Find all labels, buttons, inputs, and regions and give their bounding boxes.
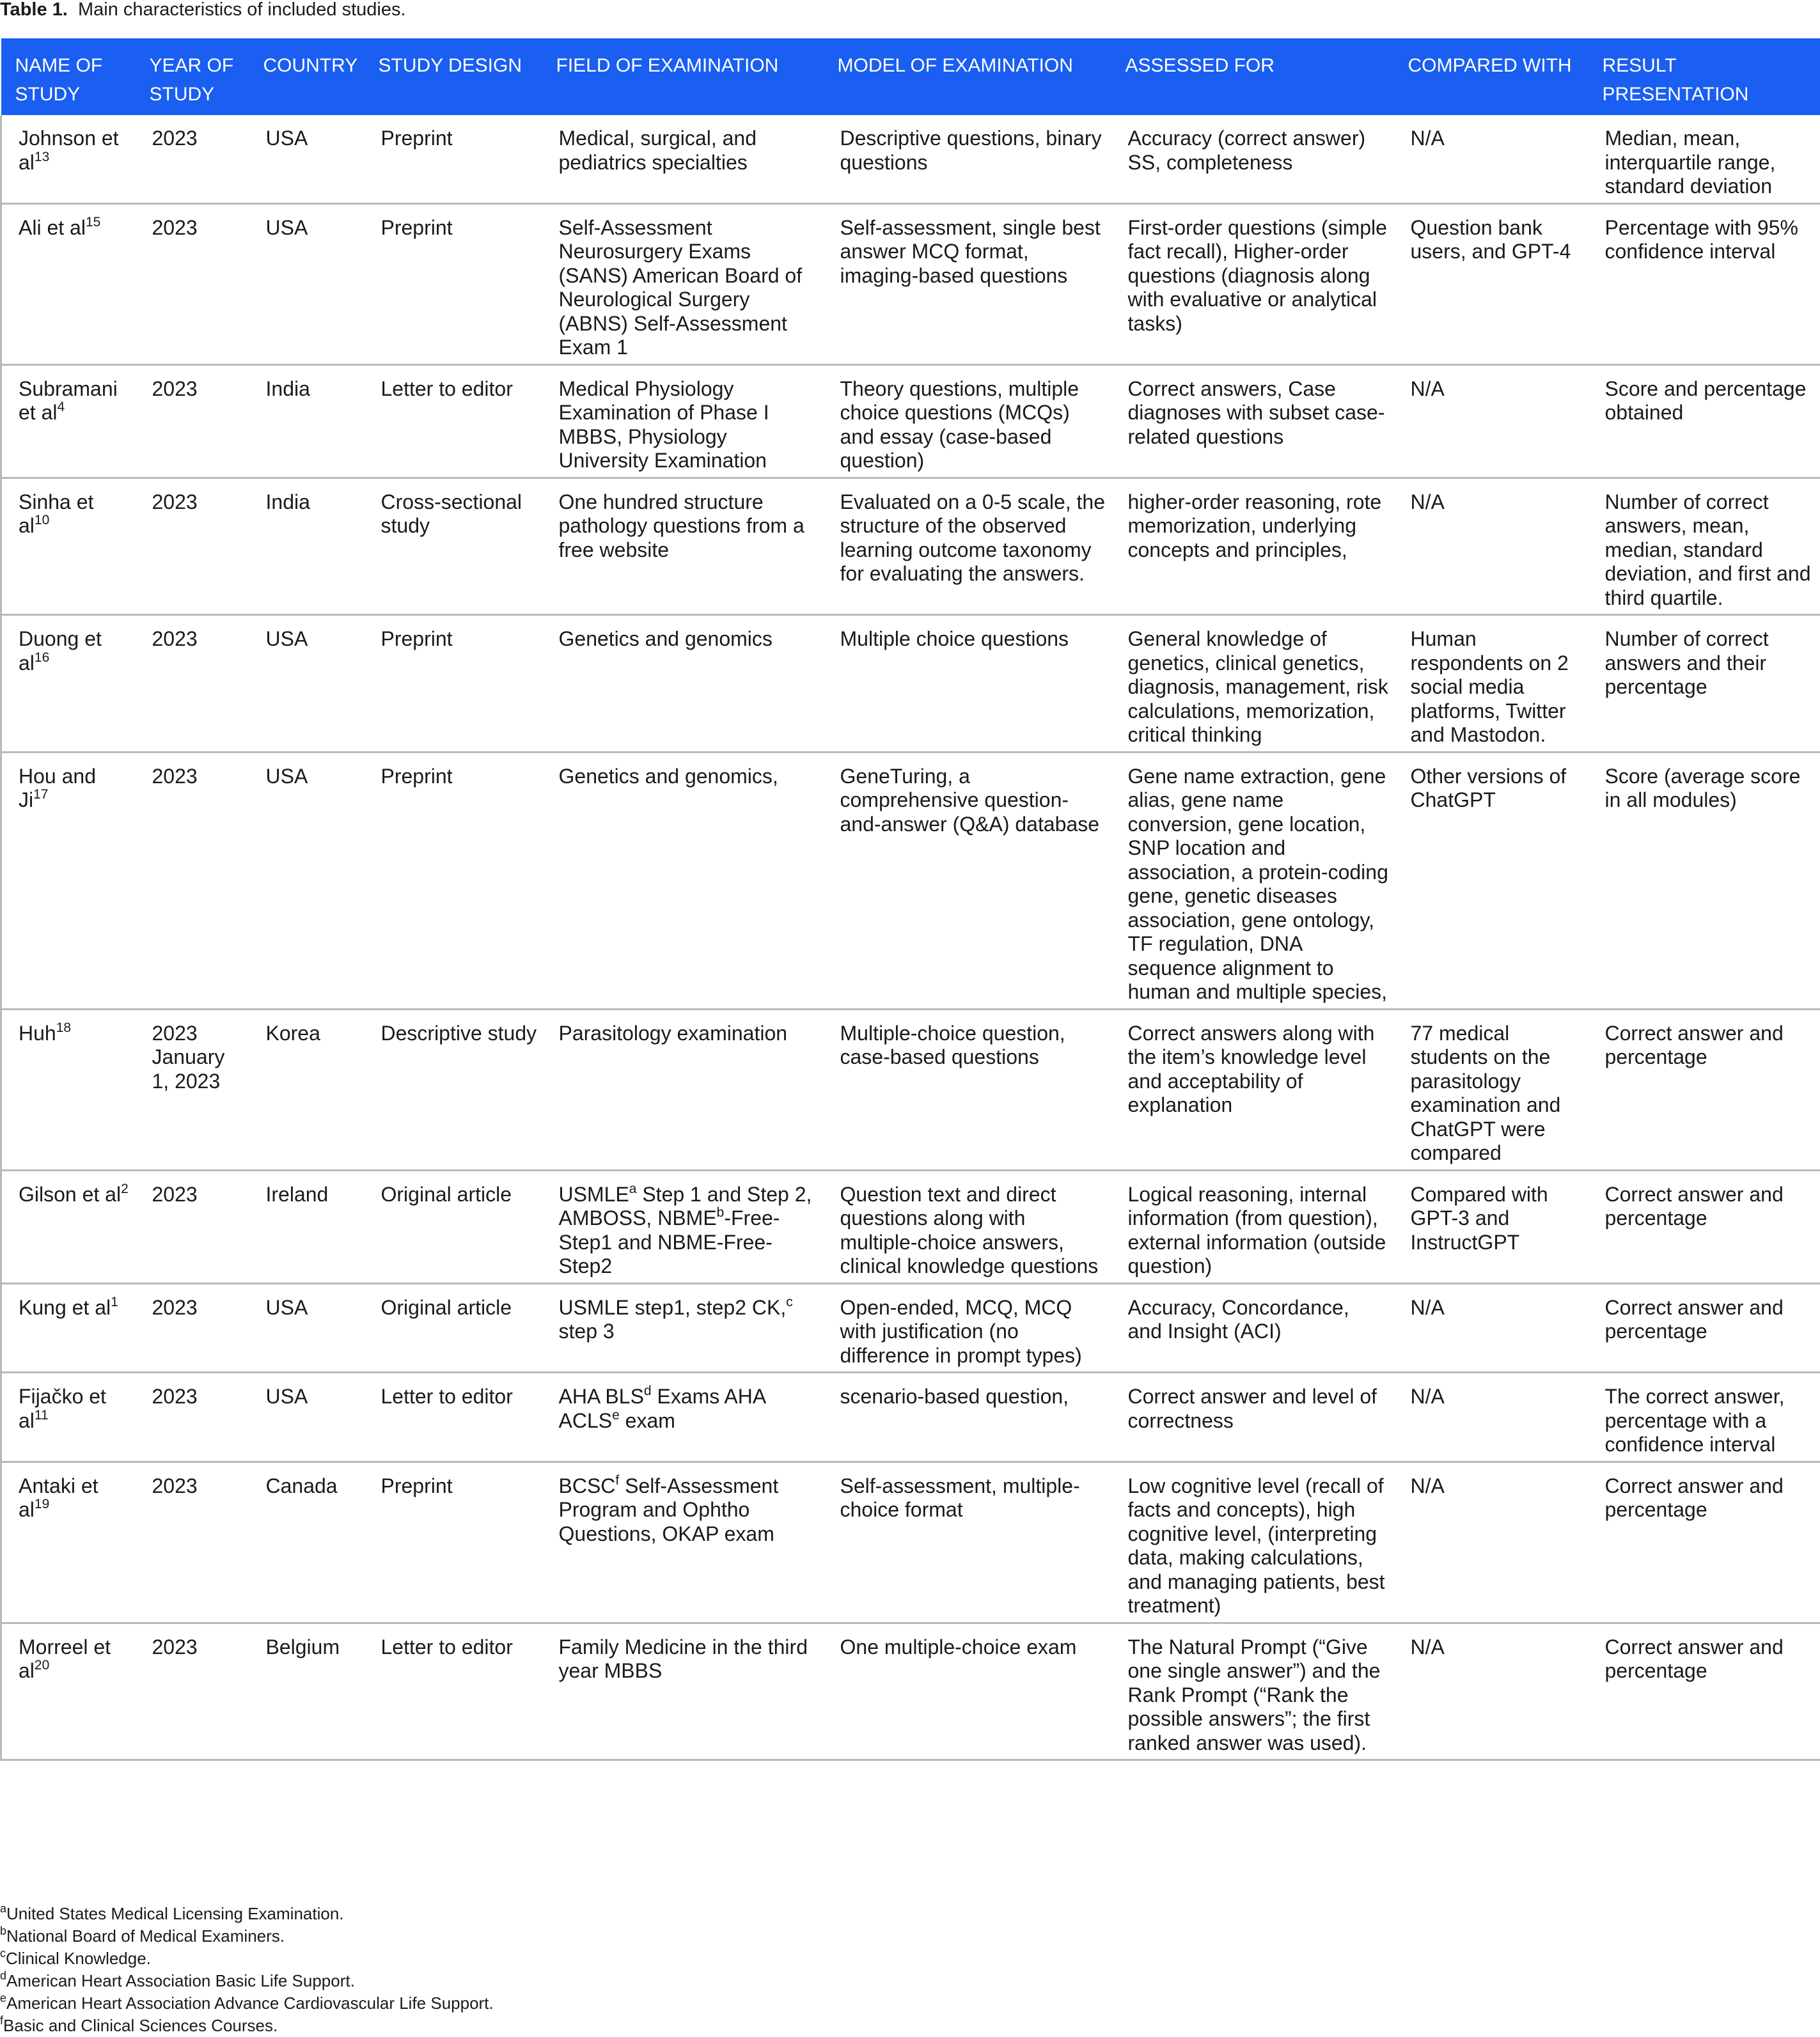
reference-number: 20 — [34, 1658, 50, 1673]
assessed-cell: Correct answers along with the item’s knowledge level and acceptability of explanation — [1111, 1009, 1394, 1170]
field-text: USMLE step1, step2 CK, — [558, 1295, 787, 1319]
country-cell: USA — [249, 1373, 365, 1462]
field-text: USMLE — [558, 1182, 629, 1206]
reference-number: 4 — [57, 400, 65, 415]
assessed-cell: First-order questions (simple fact recall), Higher-order questions (diagnosis along with evaluative or analytical tasks) — [1111, 203, 1394, 364]
assessed-cell: Low cognitive level (recall of facts and concepts), high cognitive level, (interpreting data, making calculations, and managing patients, best treatment) — [1111, 1462, 1394, 1623]
country-cell: India — [249, 478, 365, 615]
footnote-mark: f — [615, 1472, 620, 1488]
model-cell: scenario-based question, — [824, 1373, 1111, 1462]
field-cell: Genetics and genomics, — [542, 752, 824, 1009]
result-cell: Number of correct answers, mean, median, standard deviation, and first and third quartile. — [1589, 478, 1820, 615]
field-text: Exams AHA ACLS — [558, 1385, 765, 1432]
assessed-cell: Gene name extraction, gene alias, gene name conversion, gene location, SNP location and association, a protein-coding gene, genetic diseases association, gene ontology, TF regulation, DNA sequence alignment to human and multiple species, — [1111, 752, 1394, 1009]
header-row — [1, 38, 1820, 115]
design-cell: Letter to editor — [365, 1623, 542, 1760]
studies-table — [0, 38, 1820, 1761]
footnote-mark: b — [716, 1205, 725, 1221]
field-cell: Family Medicine in the third year MBBS — [542, 1623, 824, 1760]
study-name-cell — [1, 1009, 136, 1170]
table-caption — [0, 0, 406, 19]
study-name: Duong et al — [19, 627, 102, 675]
model-cell: Evaluated on a 0-5 scale, the structure of the observed learning outcome taxonomy for evaluating the answers. — [824, 478, 1111, 615]
table-body — [1, 115, 1820, 1760]
footnote-mark: c — [0, 1947, 6, 1960]
result-cell: Number of correct answers and their percentage — [1589, 615, 1820, 753]
footnotes — [0, 1903, 494, 2037]
compared-cell: N/A — [1394, 1462, 1589, 1623]
design-cell: Preprint — [365, 115, 542, 203]
reference-number: 19 — [34, 1497, 50, 1512]
footnote-text: National Board of Medical Examiners. — [6, 1926, 285, 1946]
compared-cell: Other versions of ChatGPT — [1394, 752, 1589, 1009]
result-cell: Score (average score in all modules) — [1589, 752, 1820, 1009]
footnote-mark: a — [0, 1902, 7, 1916]
study-name: Sinha et al — [19, 490, 94, 537]
footnote-mark: f — [0, 2014, 4, 2027]
compared-cell: N/A — [1394, 115, 1589, 203]
year-cell: 2023 — [136, 1373, 249, 1462]
design-cell: Preprint — [365, 752, 542, 1009]
country-cell: Korea — [249, 1009, 365, 1170]
field-cell — [542, 1170, 824, 1283]
reference-number: 2 — [121, 1181, 129, 1196]
compared-cell: 77 medical students on the parasitology examination and ChatGPT were compared — [1394, 1009, 1589, 1170]
reference-number: 15 — [85, 214, 101, 230]
model-cell: Descriptive questions, binary questions — [824, 115, 1111, 203]
table-row — [1, 203, 1820, 364]
column-header: MODEL OF EXAMINATION — [824, 38, 1111, 115]
footnote-mark: e — [0, 1992, 7, 2005]
year-cell: 2023 — [136, 1283, 249, 1373]
study-name: Antaki et al — [19, 1474, 98, 1521]
footnote — [0, 2015, 494, 2037]
table-row — [1, 615, 1820, 753]
table-row — [1, 1623, 1820, 1760]
column-header: YEAR OF STUDY — [136, 38, 249, 115]
footnote-text: American Heart Association Basic Life Support. — [6, 1971, 355, 1990]
field-cell: Self-Assessment Neurosurgery Exams (SANS) American Board of Neurological Surgery (ABNS) Self-Assessment Exam 1 — [542, 203, 824, 364]
study-name-cell — [1, 1462, 136, 1623]
result-cell: Correct answer and percentage — [1589, 1462, 1820, 1623]
compared-cell: N/A — [1394, 1283, 1589, 1373]
model-cell: Theory questions, multiple choice questions (MCQs) and essay (case-based question) — [824, 364, 1111, 478]
model-cell: Multiple choice questions — [824, 615, 1111, 753]
model-cell: GeneTuring, a comprehensive question-and-answer (Q&A) database — [824, 752, 1111, 1009]
result-cell: Correct answer and percentage — [1589, 1283, 1820, 1373]
country-cell: USA — [249, 203, 365, 364]
assessed-cell: Correct answer and level of correctness — [1111, 1373, 1394, 1462]
column-header: RESULT PRESENTATION — [1589, 38, 1820, 115]
assessed-cell: The Natural Prompt (“Give one single answer”) and the Rank Prompt (“Rank the possible answers”; the first ranked answer was used). — [1111, 1623, 1394, 1760]
study-name: Morreel et al — [19, 1635, 111, 1682]
compared-cell: N/A — [1394, 1623, 1589, 1760]
model-cell: Self-assessment, single best answer MCQ format, imaging-based questions — [824, 203, 1111, 364]
study-name-cell — [1, 1170, 136, 1283]
footnote-text: Clinical Knowledge. — [6, 1949, 151, 1968]
column-header: NAME OF STUDY — [1, 38, 136, 115]
field-cell: Genetics and genomics — [542, 615, 824, 753]
field-cell: Medical Physiology Examination of Phase I MBBS, Physiology University Examination — [542, 364, 824, 478]
country-cell: USA — [249, 1283, 365, 1373]
study-name: Johnson et al — [19, 127, 119, 174]
study-name-cell — [1, 752, 136, 1009]
result-cell: The correct answer, percentage with a confidence interval — [1589, 1373, 1820, 1462]
table-row — [1, 752, 1820, 1009]
assessed-cell: higher-order reasoning, rote memorization, underlying concepts and principles, — [1111, 478, 1394, 615]
country-cell: India — [249, 364, 365, 478]
reference-number: 17 — [33, 787, 49, 802]
field-text: Step 1 and Step 2, AMBOSS, NBME — [558, 1182, 812, 1229]
study-name: Kung et al — [19, 1295, 111, 1319]
footnote-mark: e — [612, 1407, 620, 1423]
design-cell: Descriptive study — [365, 1009, 542, 1170]
column-header: ASSESSED FOR — [1111, 38, 1394, 115]
year-cell: 2023 — [136, 115, 249, 203]
footnote — [0, 1903, 494, 1925]
assessed-cell: Logical reasoning, internal information (from question), external information (outside question) — [1111, 1170, 1394, 1283]
country-cell: USA — [249, 615, 365, 753]
table-title: Main characteristics of included studies. — [77, 0, 406, 20]
field-text: -Free-Step1 and NBME-Free-Step2 — [558, 1206, 780, 1277]
year-cell: 2023 — [136, 752, 249, 1009]
footnote — [0, 1947, 494, 1970]
study-name-cell — [1, 1623, 136, 1760]
country-cell: USA — [249, 752, 365, 1009]
design-cell: Letter to editor — [365, 1373, 542, 1462]
country-cell: Belgium — [249, 1623, 365, 1760]
model-cell: One multiple-choice exam — [824, 1623, 1111, 1760]
footnote-text: American Heart Association Advance Cardiovascular Life Support. — [6, 1994, 494, 2013]
field-cell: Parasitology examination — [542, 1009, 824, 1170]
field-text: exam — [619, 1409, 675, 1432]
column-header: COUNTRY — [249, 38, 365, 115]
footnote — [0, 1992, 494, 2015]
footnote-mark: a — [629, 1181, 637, 1196]
study-name-cell — [1, 615, 136, 753]
design-cell: Original article — [365, 1170, 542, 1283]
field-cell: One hundred structure pathology questions from a free website — [542, 478, 824, 615]
country-cell: USA — [249, 115, 365, 203]
field-text: AHA BLS — [558, 1385, 644, 1408]
table-row — [1, 1373, 1820, 1462]
footnote — [0, 1925, 494, 1947]
compared-cell: N/A — [1394, 478, 1589, 615]
field-cell — [542, 1462, 824, 1623]
model-cell: Multiple-choice question, case-based questions — [824, 1009, 1111, 1170]
design-cell: Preprint — [365, 1462, 542, 1623]
study-name: Gilson et al — [19, 1182, 122, 1206]
compared-cell: N/A — [1394, 1373, 1589, 1462]
compared-cell: Compared with GPT-3 and InstructGPT — [1394, 1170, 1589, 1283]
design-cell: Preprint — [365, 615, 542, 753]
result-cell: Correct answer and percentage — [1589, 1623, 1820, 1760]
footnote-mark: d — [0, 1969, 7, 1983]
model-cell: Self-assessment, multiple-choice format — [824, 1462, 1111, 1623]
reference-number: 1 — [111, 1294, 118, 1309]
compared-cell: Question bank users, and GPT-4 — [1394, 203, 1589, 364]
column-header: FIELD OF EXAMINATION — [542, 38, 824, 115]
reference-number: 16 — [34, 650, 50, 665]
study-name-cell — [1, 1283, 136, 1373]
study-name-cell — [1, 115, 136, 203]
footnote — [0, 1970, 494, 1992]
column-header: STUDY DESIGN — [365, 38, 542, 115]
assessed-cell: General knowledge of genetics, clinical genetics, diagnosis, management, risk calculations, memorization, critical thinking — [1111, 615, 1394, 753]
study-name: Fijačko et al — [19, 1385, 106, 1432]
table-row — [1, 1009, 1820, 1170]
reference-number: 10 — [34, 513, 50, 528]
year-cell: 2023 — [136, 615, 249, 753]
footnote-text: United States Medical Licensing Examination. — [6, 1904, 344, 1923]
study-name: Huh — [19, 1021, 56, 1045]
study-name: Ali et al — [19, 215, 86, 239]
year-cell: 2023 — [136, 364, 249, 478]
result-cell: Correct answer and percentage — [1589, 1170, 1820, 1283]
footnote-text: Basic and Clinical Sciences Courses. — [3, 2016, 278, 2035]
table-row — [1, 478, 1820, 615]
footnote-mark: c — [786, 1294, 793, 1309]
result-cell: Correct answer and percentage — [1589, 1009, 1820, 1170]
country-cell: Ireland — [249, 1170, 365, 1283]
year-cell: 2023 — [136, 1170, 249, 1283]
study-name-cell — [1, 203, 136, 364]
model-cell: Question text and direct questions along with multiple-choice answers, clinical knowledge questions — [824, 1170, 1111, 1283]
compared-cell: N/A — [1394, 364, 1589, 478]
study-name-cell — [1, 478, 136, 615]
field-cell — [542, 1373, 824, 1462]
assessed-cell: Correct answers, Case diagnoses with subset case-related questions — [1111, 364, 1394, 478]
table-row — [1, 364, 1820, 478]
field-text: BCSC — [558, 1474, 616, 1497]
design-cell: Letter to editor — [365, 364, 542, 478]
compared-cell: Human respondents on 2 social media platforms, Twitter and Mastodon. — [1394, 615, 1589, 753]
result-cell: Median, mean, interquartile range, standard deviation — [1589, 115, 1820, 203]
footnote-mark: d — [643, 1384, 652, 1399]
year-cell: 2023 — [136, 1623, 249, 1760]
table-row — [1, 1283, 1820, 1373]
study-name-cell — [1, 364, 136, 478]
design-cell: Cross-sectional study — [365, 478, 542, 615]
table-row — [1, 1462, 1820, 1623]
year-cell: 2023 — [136, 1462, 249, 1623]
study-name: Subramani et al — [19, 377, 118, 424]
table-row — [1, 115, 1820, 203]
study-name: Hou and Ji — [19, 764, 96, 811]
assessed-cell: Accuracy, Concordance, and Insight (ACI) — [1111, 1283, 1394, 1373]
year-cell: 2023 — [136, 203, 249, 364]
design-cell: Preprint — [365, 203, 542, 364]
assessed-cell: Accuracy (correct answer) SS, completeness — [1111, 115, 1394, 203]
year-cell: 2023 January 1, 2023 — [136, 1009, 249, 1170]
reference-number: 13 — [34, 149, 50, 164]
table-row — [1, 1170, 1820, 1283]
study-name-cell — [1, 1373, 136, 1462]
model-cell: Open-ended, MCQ, MCQ with justification (no difference in prompt types) — [824, 1283, 1111, 1373]
column-header: COMPARED WITH — [1394, 38, 1589, 115]
country-cell: Canada — [249, 1462, 365, 1623]
design-cell: Original article — [365, 1283, 542, 1373]
footnote-mark: b — [0, 1924, 7, 1938]
result-cell: Score and percentage obtained — [1589, 364, 1820, 478]
field-text: step 3 — [558, 1320, 615, 1343]
reference-number: 18 — [56, 1020, 72, 1035]
year-cell: 2023 — [136, 478, 249, 615]
field-text: Self-Assessment Program and Ophtho Questions, OKAP exam — [558, 1474, 779, 1545]
reference-number: 11 — [34, 1407, 49, 1423]
field-cell: Medical, surgical, and pediatrics specialties — [542, 115, 824, 203]
table-label: Table 1. — [0, 0, 68, 20]
result-cell: Percentage with 95% confidence interval — [1589, 203, 1820, 364]
field-cell — [542, 1283, 824, 1373]
